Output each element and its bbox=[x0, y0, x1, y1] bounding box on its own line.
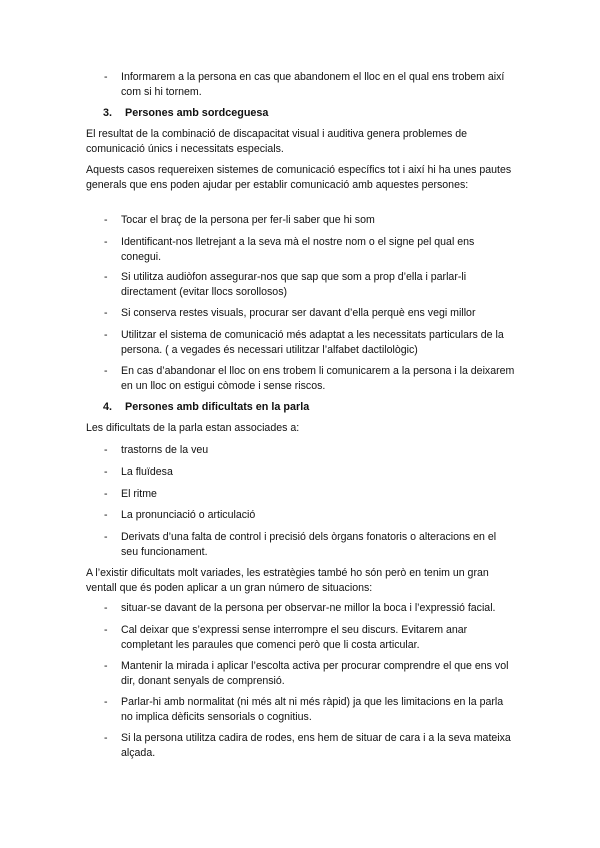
bullet-dash: - bbox=[104, 307, 108, 319]
bullet-dash: - bbox=[104, 329, 108, 341]
paragraph: Aquests casos requereixen sistemes de comunicació específics tot i així hi ha unes pautes generals que ens poden ajudar per establir comunicació amb aquestes persones: bbox=[86, 164, 512, 191]
bullet-dash: - bbox=[104, 488, 108, 500]
bullet-dash: - bbox=[104, 365, 108, 377]
bullet-dash: - bbox=[104, 71, 108, 83]
bullet-dash: - bbox=[104, 271, 108, 283]
list-item-text: Si conserva restes visuals, procurar ser davant d’ella perquè ens vegi millor bbox=[121, 307, 476, 319]
list-item-text: trastorns de la veu bbox=[121, 444, 209, 456]
list-item-text: Identificant-nos lletrejant a la seva mà el nostre nom o el signe pel qual ens conegui. bbox=[121, 236, 475, 263]
bullet-dash: - bbox=[104, 696, 108, 708]
section-heading-3 bbox=[103, 106, 268, 121]
section-title: Persones amb dificultats en la parla bbox=[125, 401, 310, 413]
list-item-text: Utilitzar el sistema de comunicació més adaptat a les necessitats particulars de la persona. ( a vegades és necessari utilitzar l’alfabet dactilològic) bbox=[121, 329, 504, 356]
list-item-text: En cas d’abandonar el lloc on ens trobem li comunicarem a la persona i la deixarem en un lloc on estigui còmode i sense riscos. bbox=[121, 365, 515, 392]
bullet-dash: - bbox=[104, 602, 108, 614]
bullet-dash: - bbox=[104, 624, 108, 636]
bullet-dash: - bbox=[104, 236, 108, 248]
list-item-text: La fluïdesa bbox=[121, 466, 173, 478]
list-item-text: Mantenir la mirada i aplicar l’escolta activa per procurar comprendre el que ens vol dir, donant senyals de comprensió. bbox=[121, 660, 509, 687]
bullet-dash: - bbox=[104, 509, 108, 521]
list-item-text: Parlar-hi amb normalitat (ni més alt ni més ràpid) ja que les limitacions en la parla no implica dèficits sensorials o cognitius. bbox=[121, 696, 504, 723]
paragraph: El resultat de la combinació de discapacitat visual i auditiva genera problemes de comunicació únics i necessitats especials. bbox=[86, 128, 468, 155]
paragraph: Les dificultats de la parla estan associades a: bbox=[86, 422, 300, 434]
list-item-text: Derivats d’una falta de control i precisió dels òrgans fonatoris o alteracions en el seu funcionament. bbox=[121, 531, 497, 558]
bullet-dash: - bbox=[104, 732, 108, 744]
list-item-text: Si la persona utilitza cadira de rodes, ens hem de situar de cara i a la seva mateixa alçada. bbox=[121, 732, 511, 759]
list-item-text: El ritme bbox=[121, 488, 157, 500]
bullet-dash: - bbox=[104, 444, 108, 456]
section-number: 4. bbox=[103, 401, 113, 413]
list-item-text: situar-se davant de la persona per observar-ne millor la boca i l’expressió facial. bbox=[121, 602, 496, 614]
list-item-text: La pronunciació o articulació bbox=[121, 509, 256, 521]
bullet-dash: - bbox=[104, 214, 108, 226]
section-heading-4 bbox=[103, 400, 309, 415]
bullet-dash: - bbox=[104, 531, 108, 543]
bullet-dash: - bbox=[104, 466, 108, 478]
list-item-text: Tocar el braç de la persona per fer-li saber que hi som bbox=[121, 214, 375, 226]
list-item-text: Informarem a la persona en cas que abandonem el lloc en el qual ens trobem així com si hi tornem. bbox=[121, 71, 505, 98]
list-item-text: Cal deixar que s’expressi sense interrompre el seu discurs. Evitarem anar completant les paraules que comenci però que li costa articular. bbox=[121, 624, 468, 651]
list-item-text: Si utilitza audiòfon assegurar-nos que sap que som a prop d’ella i parlar-li directament (evitar llocs sorollosos) bbox=[121, 271, 467, 298]
section-title: Persones amb sordceguesa bbox=[125, 107, 269, 119]
paragraph: A l’existir dificultats molt variades, les estratègies també ho són però en tenim un gran ventall que és poden aplicar a un gran número de situacions: bbox=[86, 567, 489, 594]
section-number: 3. bbox=[103, 107, 113, 119]
bullet-dash: - bbox=[104, 660, 108, 672]
